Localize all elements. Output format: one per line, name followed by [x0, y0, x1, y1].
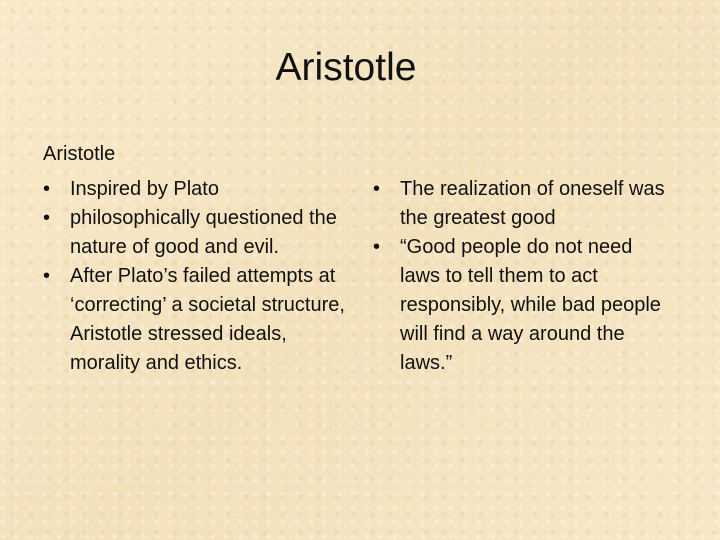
bullet-text: philosophically questioned the nature of good and evil. — [70, 207, 337, 258]
slide-subheading: Aristotle — [43, 143, 116, 165]
bullet-icon: • — [43, 207, 51, 229]
list-item — [43, 175, 358, 204]
bullet-text: Inspired by Plato — [70, 178, 219, 200]
right-bullet-list — [373, 175, 673, 378]
bullet-icon: • — [43, 265, 51, 287]
bullet-icon: • — [373, 178, 381, 200]
list-item — [43, 204, 358, 262]
left-bullet-list — [43, 175, 358, 378]
bullet-text: The realization of oneself was the greatest good — [400, 178, 665, 229]
bullet-icon: • — [373, 236, 381, 258]
bullet-text: “Good people do not need laws to tell them to act responsibly, while bad people will find a way around the laws.” — [400, 236, 661, 374]
list-item — [373, 233, 673, 378]
bullet-text: After Plato’s failed attempts at ‘correcting’ a societal structure, Aristotle stressed ideals, morality and ethics. — [70, 265, 345, 374]
list-item — [373, 175, 673, 233]
list-item — [43, 262, 358, 378]
bullet-icon: • — [43, 178, 51, 200]
slide-title: Aristotle — [275, 46, 417, 89]
